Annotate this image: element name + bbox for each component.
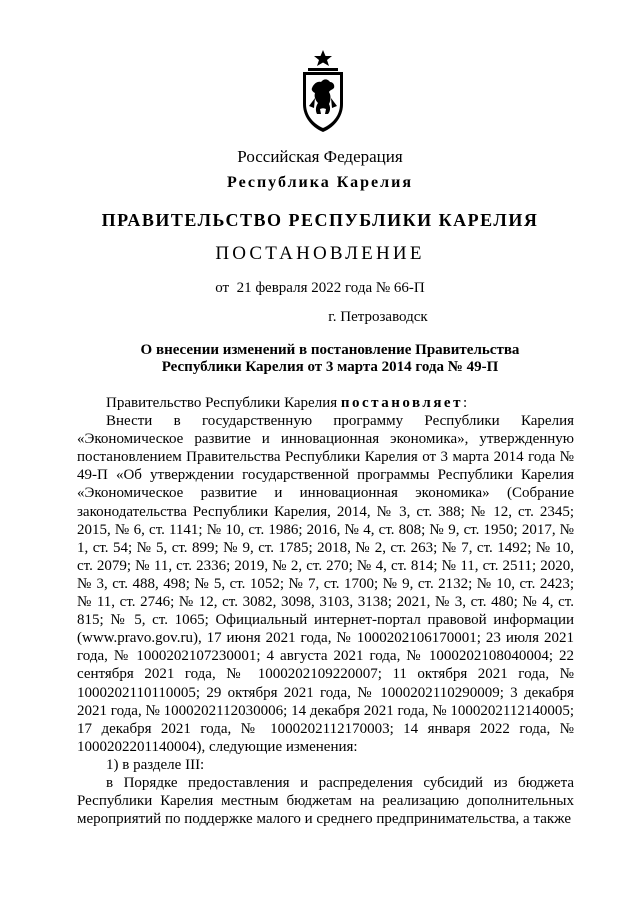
intro-keyword: постановляет — [340, 395, 463, 411]
document-city: г. Петрозаводск — [328, 309, 428, 325]
country-name: Российская Федерация — [237, 147, 403, 166]
subject-line-2: Республики Карелия от 3 марта 2014 года № 49-П — [161, 359, 499, 375]
intro-suffix: : — [462, 395, 468, 411]
document-body — [77, 394, 574, 828]
republic-name: Республика Карелия — [227, 174, 413, 191]
item-1: 1) в разделе III: — [106, 756, 205, 773]
document-type: ПОСТАНОВЛЕНИЕ — [215, 243, 425, 264]
intro-paragraph — [77, 394, 574, 412]
karelia-coat-of-arms-icon — [299, 48, 347, 134]
subject-line-1: О внесении изменений в постановление Правительства — [140, 342, 520, 358]
paragraph-2: в Порядке предоставления и распределения субсидий из бюджета Республики Карелия местным бюджетам на реализацию дополнительных мероприятий по поддержке малого и среднего предпринимательства, а также — [77, 774, 574, 828]
document-subject — [10, 342, 640, 376]
intro-prefix: Правительство Республики Карелия — [106, 395, 341, 411]
main-paragraph: Внести в государственную программу Республики Карелия «Экономическое развитие и инновационная экономика», утвержденную постановлением Правительства Республики Карелия от 3 марта 2014 года № 49-П «Об утверждении государственной программы Республики Карелия «Экономическое развитие и инновационная экономика» (Собрание законодательства Республики Карелия, 2014, № 3, ст. 388; № 12, ст. 2345; 2015, № 6, ст. 1141; № 10, ст. 1986; 2016, № 4, ст. 808; № 9, ст. 1950; 2017, № 1, ст. 54; № 5, ст. 899; № 9, ст. 1785; 2018, № 2, ст. 263; № 7, ст. 1492; № 10, ст. 2079; № 11, ст. 2336; 2019, № 2, ст. 270; № 4, ст. 814; № 11, ст. 2511; 2020, № 3, ст. 488, 498; № 5, ст. 1052; № 7, ст. 1700; № 9, ст. 2132; № 10, ст. 2423; № 11, ст. 2746; № 12, ст. 3082, 3098, 3103, 3138; 2021, № 3, ст. 480; № 4, ст. 815; № 5, ст. 1065; Официальный интернет-портал правовой информации (www.pravo.gov.ru), 17 июня 2021 года, № 1000202106170001; 23 июля 2021 года, № 1000202107230001; 4 августа 2021 года, № 1000202108040004; 22 сентября 2021 года, № 1000202109220007; 11 октября 2021 года, № 1000202110110005; 29 октября 2021 года, № 1000202110290009; 3 декабря 2021 года, № 1000202112030006; 14 декабря 2021 года, № 1000202112140005; 17 декабря 2021 года, № 1000202112170003; 14 января 2022 года, № 1000202201140004), следующие изменения: — [77, 413, 574, 755]
document-date-number: от 21 февраля 2022 года № 66-П — [215, 280, 425, 296]
government-title: ПРАВИТЕЛЬСТВО РЕСПУБЛИКИ КАРЕЛИЯ — [101, 210, 539, 230]
